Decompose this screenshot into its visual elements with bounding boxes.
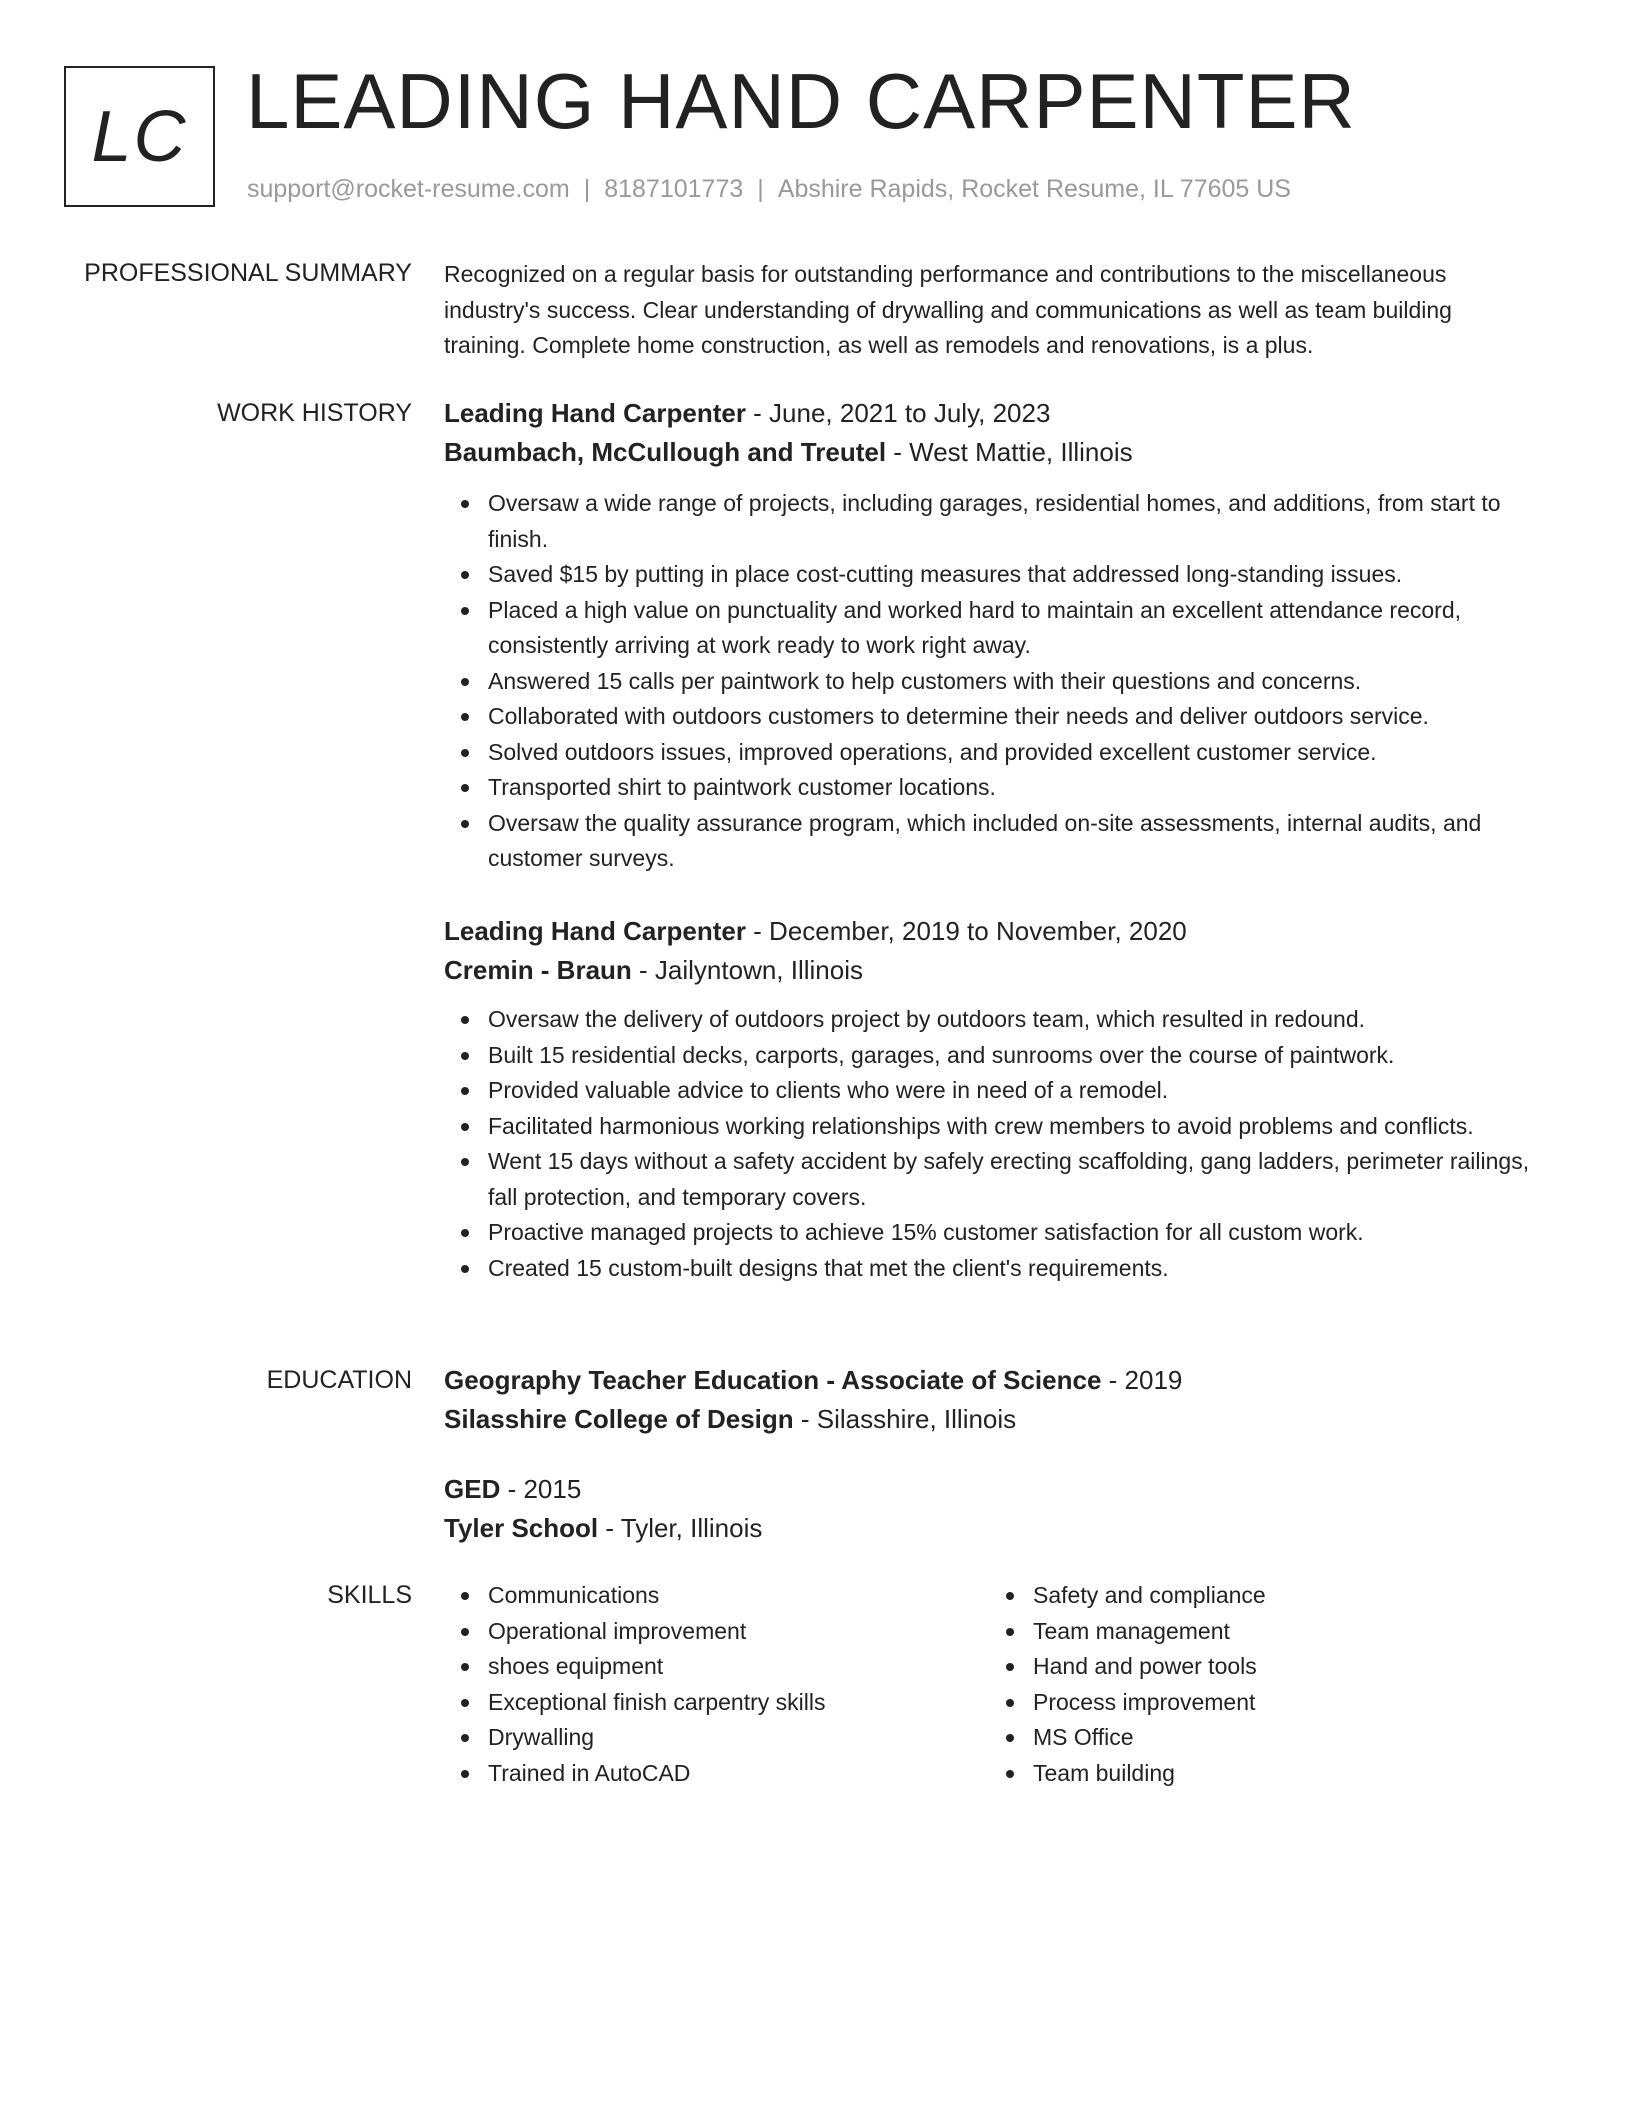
job-bullet: Collaborated with outdoors customers to determine their needs and deliver outdoors service. [488, 699, 1560, 735]
job-bullet: Oversaw the delivery of outdoors project by outdoors team, which resulted in redound. [488, 1002, 1560, 1038]
job-company: Cremin - Braun [444, 955, 632, 985]
education-school-line [444, 1509, 1560, 1548]
summary-line: industry's success. Clear understanding of drywalling and communications as well as team building [444, 296, 1452, 323]
contact-phone: 8187101773 [604, 175, 744, 203]
education-location: - Tyler, Illinois [598, 1513, 763, 1543]
job-bullet: Went 15 days without a safety accident by safely erecting scaffolding, gang ladders, perimeter railings, fall protection, and temporary covers. [488, 1144, 1560, 1215]
skill-item: Exceptional finish carpentry skills [488, 1685, 989, 1721]
summary-section [444, 257, 1560, 364]
contact-separator: | [757, 175, 764, 203]
skills-list [989, 1578, 1534, 1791]
job-title: Leading Hand Carpenter [444, 398, 746, 428]
education-degree: GED [444, 1474, 501, 1504]
skill-item: Communications [488, 1578, 989, 1614]
education-school: Silasshire College of Design [444, 1404, 794, 1434]
contact-address: Abshire Rapids, Rocket Resume, IL 77605 US [777, 175, 1291, 203]
job-bullet: Built 15 residential decks, carports, garages, and sunrooms over the course of paintwork. [488, 1038, 1560, 1074]
job-bullet: Placed a high value on punctuality and worked hard to maintain an excellent attendance record, consistently arriving at work ready to work right away. [488, 593, 1560, 664]
summary-line: Recognized on a regular basis for outstanding performance and contributions to the miscellaneous [444, 261, 1447, 287]
skill-item: Hand and power tools [1033, 1649, 1534, 1685]
skills-grid [444, 1578, 1560, 1791]
skill-item: Team management [1033, 1614, 1534, 1650]
section-label-summary: PROFESSIONAL SUMMARY [84, 259, 412, 287]
monogram-logo [64, 66, 215, 207]
education-location: - Silasshire, Illinois [793, 1404, 1017, 1434]
job-title-line [444, 394, 1560, 433]
job-bullet: Oversaw a wide range of projects, including garages, residential homes, and additions, from start to finish. [488, 486, 1560, 557]
monogram-initials: LC [91, 96, 188, 177]
job-bullet: Created 15 custom-built designs that met the client's requirements. [488, 1251, 1560, 1287]
job-company: Baumbach, McCullough and Treutel [444, 437, 887, 467]
skill-item: Trained in AutoCAD [488, 1756, 989, 1792]
skills-list [444, 1578, 989, 1791]
education-entry [444, 1470, 1560, 1548]
contact-separator: | [583, 175, 591, 203]
education-degree: Geography Teacher Education - Associate of Science [444, 1365, 1102, 1395]
job-bullet: Oversaw the quality assurance program, which included on-site assessments, internal audits, and customer surveys. [488, 806, 1560, 877]
job-entry [444, 912, 1560, 1286]
skills-section [444, 1578, 1560, 1791]
section-label-work-history: WORK HISTORY [217, 399, 412, 427]
section-label-skills: SKILLS [327, 1581, 412, 1609]
education-degree-line [444, 1361, 1560, 1400]
job-company-line [444, 951, 1560, 990]
skill-item: Safety and compliance [1033, 1578, 1534, 1614]
job-bullets [444, 1002, 1560, 1286]
contact-email: support@rocket-resume.com [247, 175, 570, 203]
job-bullets [444, 486, 1560, 877]
education-year: - 2015 [500, 1474, 582, 1504]
skill-item: MS Office [1033, 1720, 1534, 1756]
resume-name: LEADING HAND CARPENTER [246, 57, 1356, 145]
education-school-line [444, 1400, 1560, 1439]
skill-item: Operational improvement [488, 1614, 989, 1650]
job-bullet: Facilitated harmonious working relationships with crew members to avoid problems and conflicts. [488, 1109, 1560, 1145]
education-entry [444, 1361, 1560, 1439]
education-degree-line [444, 1470, 1560, 1509]
job-title: Leading Hand Carpenter [444, 916, 746, 946]
skill-item: Process improvement [1033, 1685, 1534, 1721]
job-dates: - December, 2019 to November, 2020 [745, 916, 1187, 946]
contact-line [247, 174, 1291, 204]
job-bullet: Provided valuable advice to clients who were in need of a remodel. [488, 1073, 1560, 1109]
job-location: - West Mattie, Illinois [886, 437, 1133, 467]
skills-column-left [444, 1578, 989, 1791]
education-school: Tyler School [444, 1513, 599, 1543]
job-bullet: Saved $15 by putting in place cost-cutting measures that addressed long-standing issues. [488, 557, 1560, 593]
job-title-line [444, 912, 1560, 951]
job-entry [444, 394, 1560, 877]
skill-item: shoes equipment [488, 1649, 989, 1685]
section-label-education: EDUCATION [266, 1366, 412, 1394]
job-location: - Jailyntown, Illinois [631, 955, 864, 985]
job-dates: - June, 2021 to July, 2023 [745, 398, 1051, 428]
education-year: - 2019 [1101, 1365, 1183, 1395]
job-bullet: Answered 15 calls per paintwork to help customers with their questions and concerns. [488, 664, 1560, 700]
skills-column-right [989, 1578, 1534, 1791]
job-bullet: Transported shirt to paintwork customer locations. [488, 770, 1560, 806]
summary-line: training. Complete home construction, as well as remodels and renovations, is a plus. [444, 332, 1314, 358]
job-company-line [444, 433, 1560, 472]
skill-item: Drywalling [488, 1720, 989, 1756]
summary-text [444, 257, 1560, 364]
skill-item: Team building [1033, 1756, 1534, 1792]
job-bullet: Proactive managed projects to achieve 15% customer satisfaction for all custom work. [488, 1215, 1560, 1251]
job-bullet: Solved outdoors issues, improved operations, and provided excellent customer service. [488, 735, 1560, 771]
